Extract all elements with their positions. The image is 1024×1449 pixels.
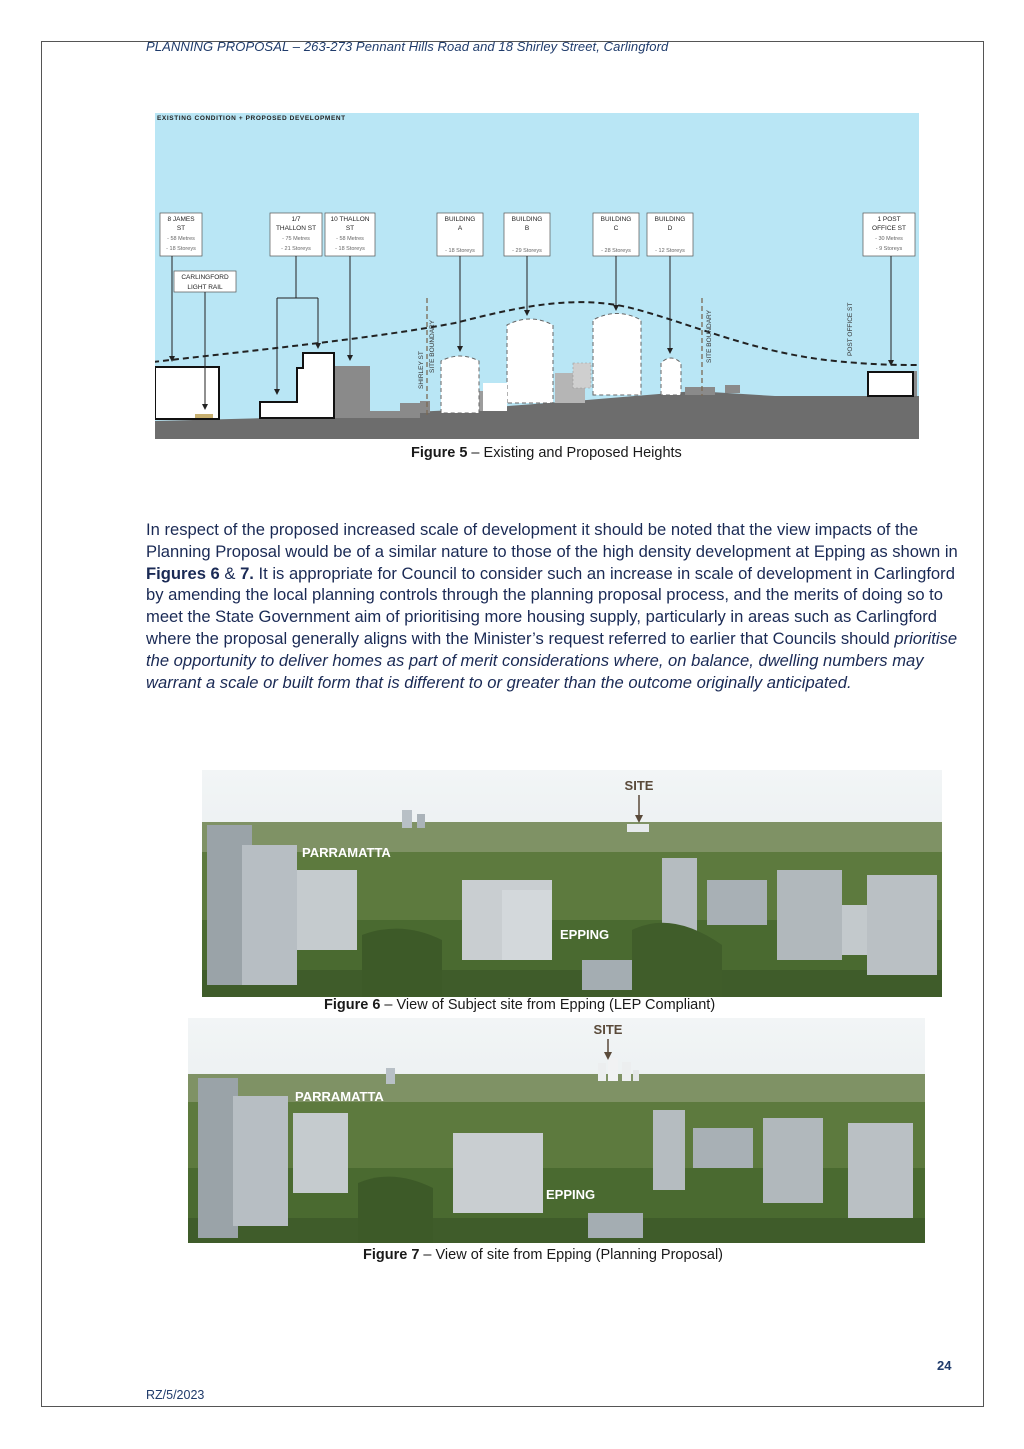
label-building-c: [593, 213, 639, 256]
figure-6-caption: Figure 6 – View of Subject site from Epping (LEP Compliant): [324, 997, 716, 1013]
svg-text:- 29 Storeys: - 29 Storeys: [512, 248, 542, 254]
svg-text:BUILDING: BUILDING: [444, 216, 476, 223]
svg-text:BUILDING: BUILDING: [511, 216, 543, 223]
existing-1-post-office-st: [868, 372, 913, 396]
proposed-building-b: [507, 319, 553, 403]
proposed-building-d: [661, 358, 681, 395]
svg-text:- 18 Storeys: - 18 Storeys: [445, 248, 475, 254]
figure-6-site-label: SITE: [624, 778, 654, 793]
page-number: 24: [937, 1358, 952, 1373]
svg-text:BUILDING: BUILDING: [654, 216, 686, 223]
svg-text:- 18 Storeys: - 18 Storeys: [166, 246, 196, 252]
label-building-b: [504, 213, 550, 256]
figure-5-section-diagram: [155, 113, 919, 439]
svg-text:ST: ST: [176, 225, 186, 232]
figure-7-aerial-photo: [188, 1018, 925, 1243]
svg-text:- 58 Metres: - 58 Metres: [336, 236, 364, 242]
svg-text:- 75 Metres: - 75 Metres: [282, 236, 310, 242]
svg-text:- 21 Storeys: - 21 Storeys: [281, 246, 311, 252]
label-building-a: [437, 213, 483, 256]
figure-7-site-label: SITE: [593, 1022, 623, 1037]
proposed-building-a: [441, 356, 479, 413]
site-boundary-label-east: SITE BOUNDARY: [706, 310, 713, 363]
figure-7-caption: Figure 7 – View of site from Epping (Planning Proposal): [363, 1247, 723, 1263]
svg-text:OFFICE ST: OFFICE ST: [872, 225, 906, 232]
post-office-st-label: POST OFFICE ST: [847, 302, 854, 356]
label-1-post-office-st: [863, 213, 915, 256]
shirley-st-label: SHIRLEY ST: [418, 351, 425, 389]
svg-text:- 30 Metres: - 30 Metres: [875, 236, 903, 242]
page-header: PLANNING PROPOSAL – 263-273 Pennant Hills Road and 18 Shirley Street, Carlingford: [146, 39, 669, 54]
svg-text:A: A: [457, 225, 463, 232]
figure-5-title: EXISTING CONDITION + PROPOSED DEVELOPMENT: [157, 115, 346, 122]
site-boundary-label-west: SITE BOUNDARY: [429, 320, 436, 373]
label-carlingford-light-rail: [174, 271, 236, 292]
svg-text:C: C: [613, 225, 619, 232]
svg-text:- 58 Metres: - 58 Metres: [167, 236, 195, 242]
svg-text:- 28 Storeys: - 28 Storeys: [601, 248, 631, 254]
svg-text:D: D: [667, 225, 673, 232]
figure-7-epping-label: EPPING: [546, 1187, 596, 1202]
document-reference: RZ/5/2023: [146, 1388, 205, 1402]
figure-6-aerial-photo: [202, 770, 942, 997]
svg-text:BUILDING: BUILDING: [600, 216, 632, 223]
label-1-7-thallon-st: [270, 213, 322, 256]
svg-text:- 9 Storeys: - 9 Storeys: [875, 246, 903, 252]
existing-8-james-st: [155, 367, 219, 419]
label-8-james-st: [160, 213, 202, 256]
proposed-building-c: [593, 314, 641, 396]
label-building-d: [647, 213, 693, 256]
figure-6-epping-label: EPPING: [560, 927, 610, 942]
figure-5-caption: Figure 5 – Existing and Proposed Heights: [411, 445, 682, 461]
svg-text:ST: ST: [345, 225, 355, 232]
svg-text:- 18 Storeys: - 18 Storeys: [335, 246, 365, 252]
svg-text:LIGHT RAIL: LIGHT RAIL: [187, 284, 223, 291]
svg-text:8 JAMES: 8 JAMES: [167, 216, 195, 223]
body-paragraph: In respect of the proposed increased scale of development it should be noted that the view impacts of the Planning Proposal would be of a similar nature to those of the high density development at Epping as shown in Figures 6 & 7. It is appropriate for Council to consider such an increase in scale of development in Carlingford by amending the local planning controls through the planning proposal process, and the merits of doing so to meet the State Government aim of prioritising more housing supply, particularly in areas such as Carlingford where the proposal generally aligns with the Minister’s request referred to earlier that Councils should prioritise the opportunity to deliver homes as part of merit considerations where, on balance, dwelling numbers may warrant a scale or built form that is different to or greater than the outcome originally anticipated.: [146, 520, 958, 692]
svg-text:1/7: 1/7: [291, 216, 301, 223]
svg-text:10 THALLON: 10 THALLON: [330, 216, 370, 223]
figure-6-parramatta-label: PARRAMATTA: [302, 845, 391, 860]
svg-text:B: B: [524, 225, 530, 232]
svg-text:THALLON ST: THALLON ST: [275, 225, 317, 232]
figure-7-parramatta-label: PARRAMATTA: [295, 1089, 384, 1104]
svg-text:CARLINGFORD: CARLINGFORD: [181, 274, 229, 281]
svg-text:- 12 Storeys: - 12 Storeys: [655, 248, 685, 254]
svg-text:1 POST: 1 POST: [877, 216, 901, 223]
label-10-thallon-st: [325, 213, 375, 256]
